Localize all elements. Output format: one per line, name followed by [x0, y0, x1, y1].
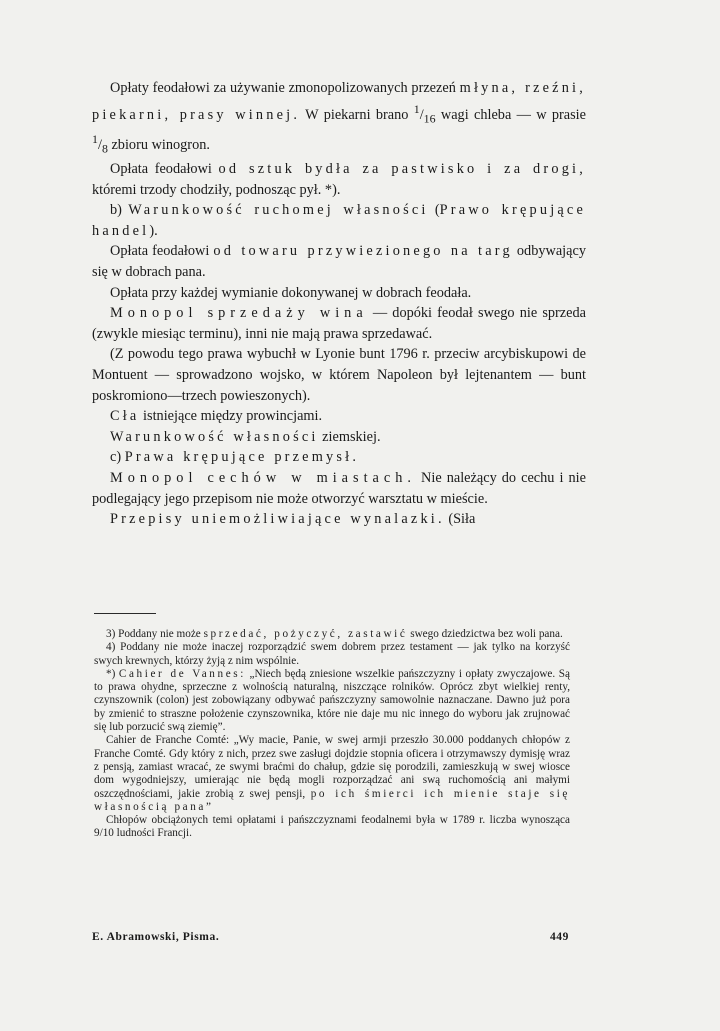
fraction-denominator: 16 — [423, 111, 436, 126]
main-text — [92, 78, 586, 530]
spaced-emphasis: młyna, rzeźni, piekarni, prasy winnej. — [92, 80, 586, 123]
paragraph: Opłaty feodałowi za używanie zmonopolizowanych przezeń młyna, rzeźni, piekarni, prasy winnej. W piekarni brano $^1/_{16}$ wagi chleba — w prasie $^1/_8$ zbioru winogron. — [92, 80, 586, 156]
spaced-emphasis: Prawo krępujące handel — [92, 202, 586, 239]
section-heading: b) Warunkowość ruchomej własności (Prawo krępujące handel). — [92, 202, 586, 239]
spaced-emphasis: Cahier de Vannes: — [118, 667, 246, 680]
paragraph: Opłata feodałowi od towaru przywiezionego na targ odbywający się w dobrach pana. — [92, 243, 586, 280]
footnote: Chłopów obciążonych temi opłatami i pańszczyznami feodalnemi była w 1789 r. liczba wynosząca 9/10 ludności Francji. — [94, 814, 570, 840]
section-heading: c) Prawa krępujące przemysł. — [110, 449, 360, 466]
spaced-emphasis: Monopol sprzedaży wina — [110, 305, 368, 322]
spaced-emphasis: Warunkowość ruchomej własności — [128, 202, 429, 219]
footnote: 4) Poddany nie może inaczej rozporządzić swem dobrem przez testament — jak tylko na korzyść swych krewnych, którzy żyją z nim wspólnie. — [94, 641, 570, 667]
footnote-divider — [94, 613, 156, 614]
footnote: 3) Poddany nie może sprzedać, pożyczyć, zastawić swego dziedzictwa bez woli pana. — [106, 628, 563, 640]
paragraph: (Z powodu tego prawa wybuchł w Lyonie bunt 1796 r. przeciw arcybiskupowi de Montuent — sprowadzono wojsko, w którem Napoleon był lejtenantem — bunt poskromiono—trzech powieszonych). — [92, 346, 586, 404]
fraction-numerator: 1 — [413, 101, 420, 116]
author-signature: E. Abramowski, Pisma. — [92, 931, 220, 943]
spaced-emphasis: od sztuk bydła za pastwisko i za drogi, — [218, 161, 586, 178]
paragraph: Opłata feodałowi od sztuk bydła za pastwisko i za drogi, któremi trzody chodziły, podnosząc pył. *). — [92, 161, 586, 198]
spaced-emphasis: po ich śmierci ich mienie staje się własnością pana — [94, 787, 570, 813]
spaced-emphasis: od towaru przywiezionego na targ — [213, 243, 513, 260]
page-number: 449 — [549, 931, 569, 943]
page-footer — [92, 931, 569, 949]
paragraph: Monopol sprzedaży wina — dopóki feodał swego nie sprzeda (zwykle miesiąc terminu), inni nie mają prawa sprzedawać. — [92, 305, 586, 342]
footnotes — [94, 628, 570, 841]
footnote: *) Cahier de Vannes: „Niech będą zniesione wszelkie pańszczyzny i opłaty zwyczajowe. Są to prawa ohydne, sprzeczne z wolnością naturalną, niszczące rolników. Oprócz zbyt wielkiej renty, czynszownik (colon) jest zobowiązany odbywać pańszczyzny samowolnie naznaczane. Dawno już pora by zmienić to straszne położenie czynszownika, które nie daje mu nic innego do wyboru jak zrujnować się lub porzucić swą ziemię”. — [94, 667, 570, 734]
paragraph: Warunkowość własności ziemskiej. — [110, 428, 381, 445]
paragraph: Przepisy uniemożliwiające wynalazki. (Siła — [110, 511, 476, 528]
paragraph: Cła istniejące między prowincjami. — [110, 408, 323, 425]
spaced-emphasis: sprzedać, pożyczyć, zastawić — [203, 628, 408, 640]
fraction-denominator: 8 — [101, 141, 108, 156]
spaced-emphasis: Warunkowość własności — [110, 428, 319, 445]
spaced-emphasis: Prawa krępujące przemysł. — [124, 449, 360, 466]
paragraph: Opłata przy każdej wymianie dokonywanej w dobrach feodała. — [110, 284, 472, 301]
footnote: Cahier de Franche Comté: „Wy macie, Panie, w swej armji przeszło 30.000 poddanych chłopów z Franche Comté. Gdy który z nich, przez swe zasługi dojdzie stopnia oficera i otrzymawszy dymisję wraz z pensją, zamiast wracać, ze swymi braćmi do chałup, gdzie się porodzili, zamieszkują w swej wiosce dom wygodniejszy, umierając nie będą mogli rozporządzać ani swą ruchomością ani małymi oszczędnościami, jakie zrobią z swej pensji, po ich śmierci ich mienie staje się własnością pana” — [94, 734, 570, 813]
spaced-emphasis: Monopol cechów w miastach. — [110, 469, 416, 486]
paragraph: Monopol cechów w miastach. Nie należący do cechu i nie podlegający jego przepisom nie może otworzyć warsztatu w mieście. — [92, 469, 586, 507]
fraction-numerator: 1 — [92, 131, 98, 146]
spaced-emphasis: Cła — [110, 408, 140, 425]
spaced-emphasis: Przepisy uniemożliwiające wynalazki. — [110, 511, 445, 528]
